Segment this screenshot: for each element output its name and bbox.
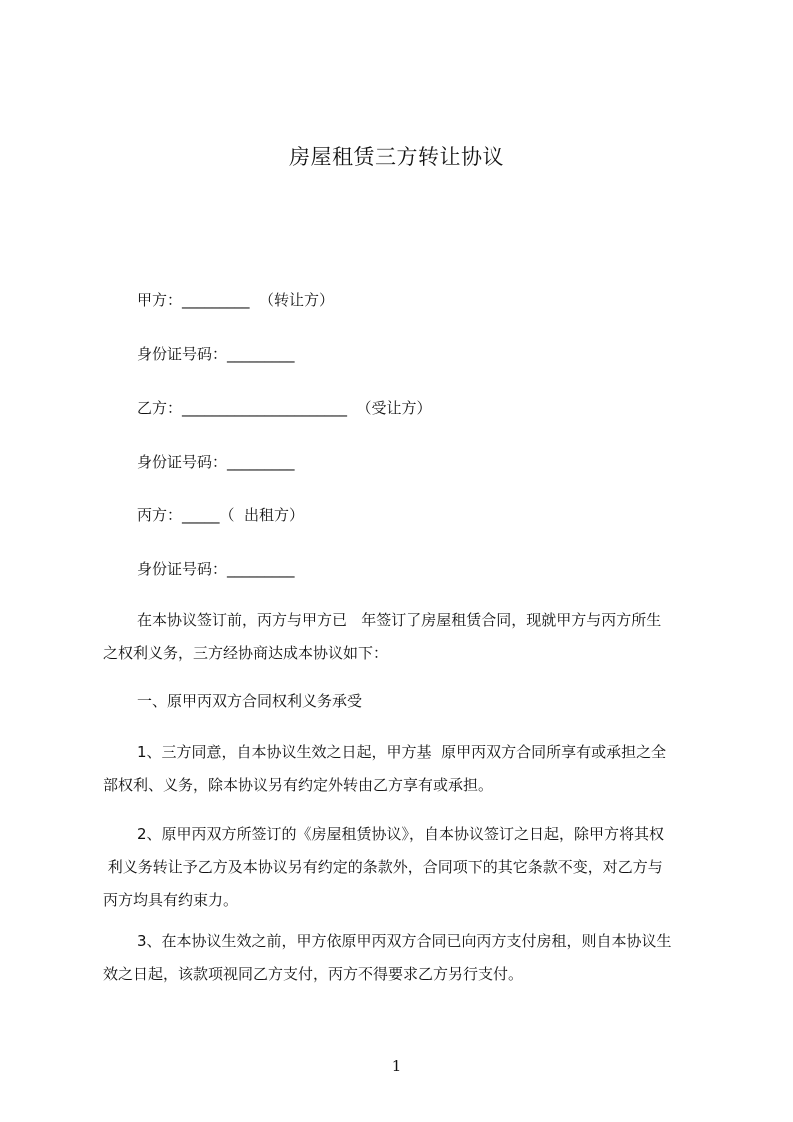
intro-paragraph [103,604,703,670]
intro-line-1: 在本协议签订前，丙方与甲方已 年签订了房屋租赁合同，现就甲方与丙方所生 [137,611,662,629]
intro-line-2: 之权利义务，三方经协商达成本协议如下： [103,644,389,662]
party-c-line: 丙方：_____（ 出租方） [137,506,305,524]
clause-3-line-2: 效之日起，该款项视同乙方支付，丙方不得要求乙方另行支付。 [103,965,524,983]
party-a-line: 甲方：_________ （转让方） [137,291,335,309]
page-number: 1 [391,1057,402,1075]
clause-2-line-3: 丙方均具有约束力。 [103,891,239,909]
party-a-id-line: 身份证号码：_________ [137,345,295,363]
party-c-id-line: 身份证号码：_________ [137,560,295,578]
party-b-id-line: 身份证号码：_________ [137,453,295,471]
clause-1-line-2: 部权利、义务，除本协议另有约定外转由乙方享有或承担。 [103,776,494,794]
clause-1-line-1: 1、三方同意，自本协议生效之日起，甲方基 原甲丙双方合同所享有或承担之全 [137,743,667,761]
document-title: 房屋租赁三方转让协议 [289,145,504,169]
party-b-line: 乙方：______________________ （受让方） [137,399,432,417]
clause-2-line-1: 2、原甲丙双方所签订的《房屋租赁协议》，自本协议签订之日起，除甲方将其权 [137,825,665,843]
clause-1-paragraph [103,736,703,802]
clause-3-line-1: 3、在本协议生效之前，甲方依原甲丙双方合同已向丙方支付房租，则自本协议生 [137,932,672,950]
clause-3-paragraph [103,925,703,991]
section-1-heading: 一、原甲丙双方合同权利义务承受 [137,692,363,710]
clause-2-paragraph [103,818,703,917]
clause-2-line-2: 利义务转让予乙方及本协议另有约定的条款外，合同项下的其它条款不变，对乙方与 [103,858,663,876]
